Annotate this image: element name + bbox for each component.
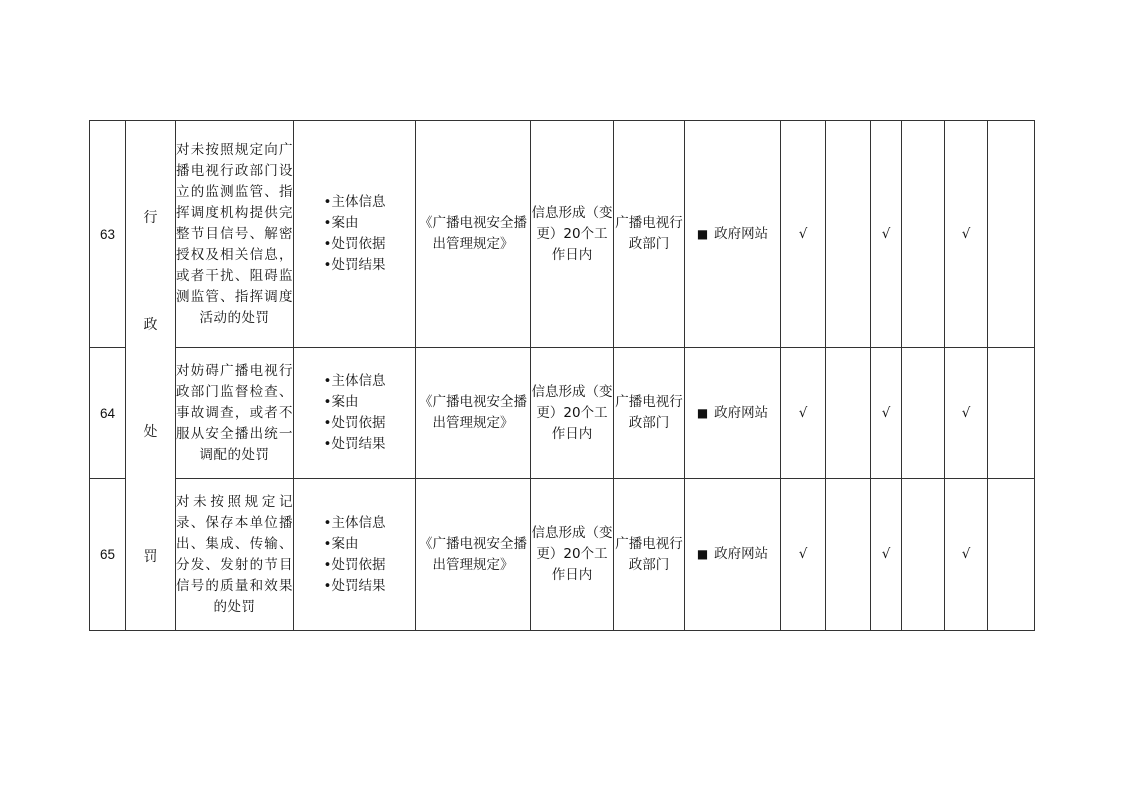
- check-mark: √: [871, 121, 902, 348]
- row-number: 65: [90, 479, 126, 631]
- check-mark: [988, 121, 1035, 348]
- content-item: •处罚依据: [323, 415, 386, 431]
- check-mark: [902, 348, 945, 479]
- category-cell: [126, 121, 176, 631]
- content-item: •处罚结果: [323, 257, 386, 273]
- check-mark: [902, 121, 945, 348]
- row-number: 64: [90, 348, 126, 479]
- item-cell: [176, 348, 294, 479]
- table-row: [90, 479, 1035, 631]
- content-item: •处罚依据: [323, 556, 386, 573]
- item-text: 对未按照规定记录、保存本单位播出、集成、传输、分发、发射的节目信号的质量和效果的处罚: [176, 493, 293, 615]
- check-mark: √: [871, 348, 902, 479]
- content-cell: [294, 121, 416, 348]
- category-char: 罚: [143, 548, 158, 565]
- item-text: 对妨碍广播电视行政部门监督检查、事故调查，或者不服从安全播出统一调配的处罚: [176, 362, 293, 463]
- check-mark: √: [945, 348, 988, 479]
- channel-text: 政府网站: [714, 546, 769, 562]
- content-cell: [294, 479, 416, 631]
- check-mark: √: [781, 121, 826, 348]
- check-mark: √: [781, 348, 826, 479]
- channel-text: 政府网站: [714, 404, 769, 421]
- content-item: •处罚结果: [323, 577, 386, 594]
- category-char: 行: [143, 209, 158, 226]
- check-mark: √: [945, 121, 988, 348]
- content-item: •案由: [323, 215, 359, 231]
- check-mark: √: [781, 479, 826, 631]
- row-number: 63: [90, 121, 126, 348]
- category-char: 处: [143, 423, 158, 440]
- basis-cell: 《广播电视安全播出管理规定》: [416, 121, 531, 348]
- item-text: 对未按照规定向广播电视行政部门设立的监测监管、指挥调度机构提供完整节目信号、解密授权及相关信息，或者干扰、阻碍监测监管、指挥调度活动的处罚: [176, 141, 293, 326]
- channel-cell: [685, 479, 781, 631]
- subject-cell: 广播电视行政部门: [614, 479, 685, 631]
- check-mark: [902, 479, 945, 631]
- check-mark: [988, 479, 1035, 631]
- subject-cell: 广播电视行政部门: [614, 121, 685, 348]
- content-item: •主体信息: [323, 514, 386, 531]
- check-mark: [826, 348, 871, 479]
- square-icon: ■: [696, 226, 709, 241]
- check-mark: √: [871, 479, 902, 631]
- check-mark: √: [945, 479, 988, 631]
- content-item: •处罚结果: [323, 436, 386, 452]
- content-item: •案由: [323, 535, 359, 552]
- time-limit-cell: 信息形成（变更）20个工作日内: [531, 121, 614, 348]
- channel-cell: [685, 121, 781, 348]
- channel-text: 政府网站: [714, 225, 769, 242]
- channel-cell: [685, 348, 781, 479]
- square-icon: ■: [696, 547, 709, 561]
- time-limit-cell: 信息形成（变更）20个工作日内: [531, 479, 614, 631]
- basis-cell: 《广播电视安全播出管理规定》: [416, 348, 531, 479]
- item-cell: [176, 479, 294, 631]
- category-char: 政: [143, 316, 158, 333]
- item-cell: [176, 121, 294, 348]
- square-icon: ■: [696, 405, 709, 420]
- check-mark: [988, 348, 1035, 479]
- table-row: [90, 121, 1035, 348]
- content-item: •主体信息: [323, 194, 386, 210]
- content-item: •主体信息: [323, 373, 386, 389]
- disclosure-table: [89, 120, 1035, 631]
- content-item: •案由: [323, 394, 359, 410]
- check-mark: [826, 121, 871, 348]
- table-row: [90, 348, 1035, 479]
- basis-cell: 《广播电视安全播出管理规定》: [416, 479, 531, 631]
- time-limit-cell: 信息形成（变更）20个工作日内: [531, 348, 614, 479]
- content-cell: [294, 348, 416, 479]
- check-mark: [826, 479, 871, 631]
- subject-cell: 广播电视行政部门: [614, 348, 685, 479]
- content-item: •处罚依据: [323, 236, 386, 252]
